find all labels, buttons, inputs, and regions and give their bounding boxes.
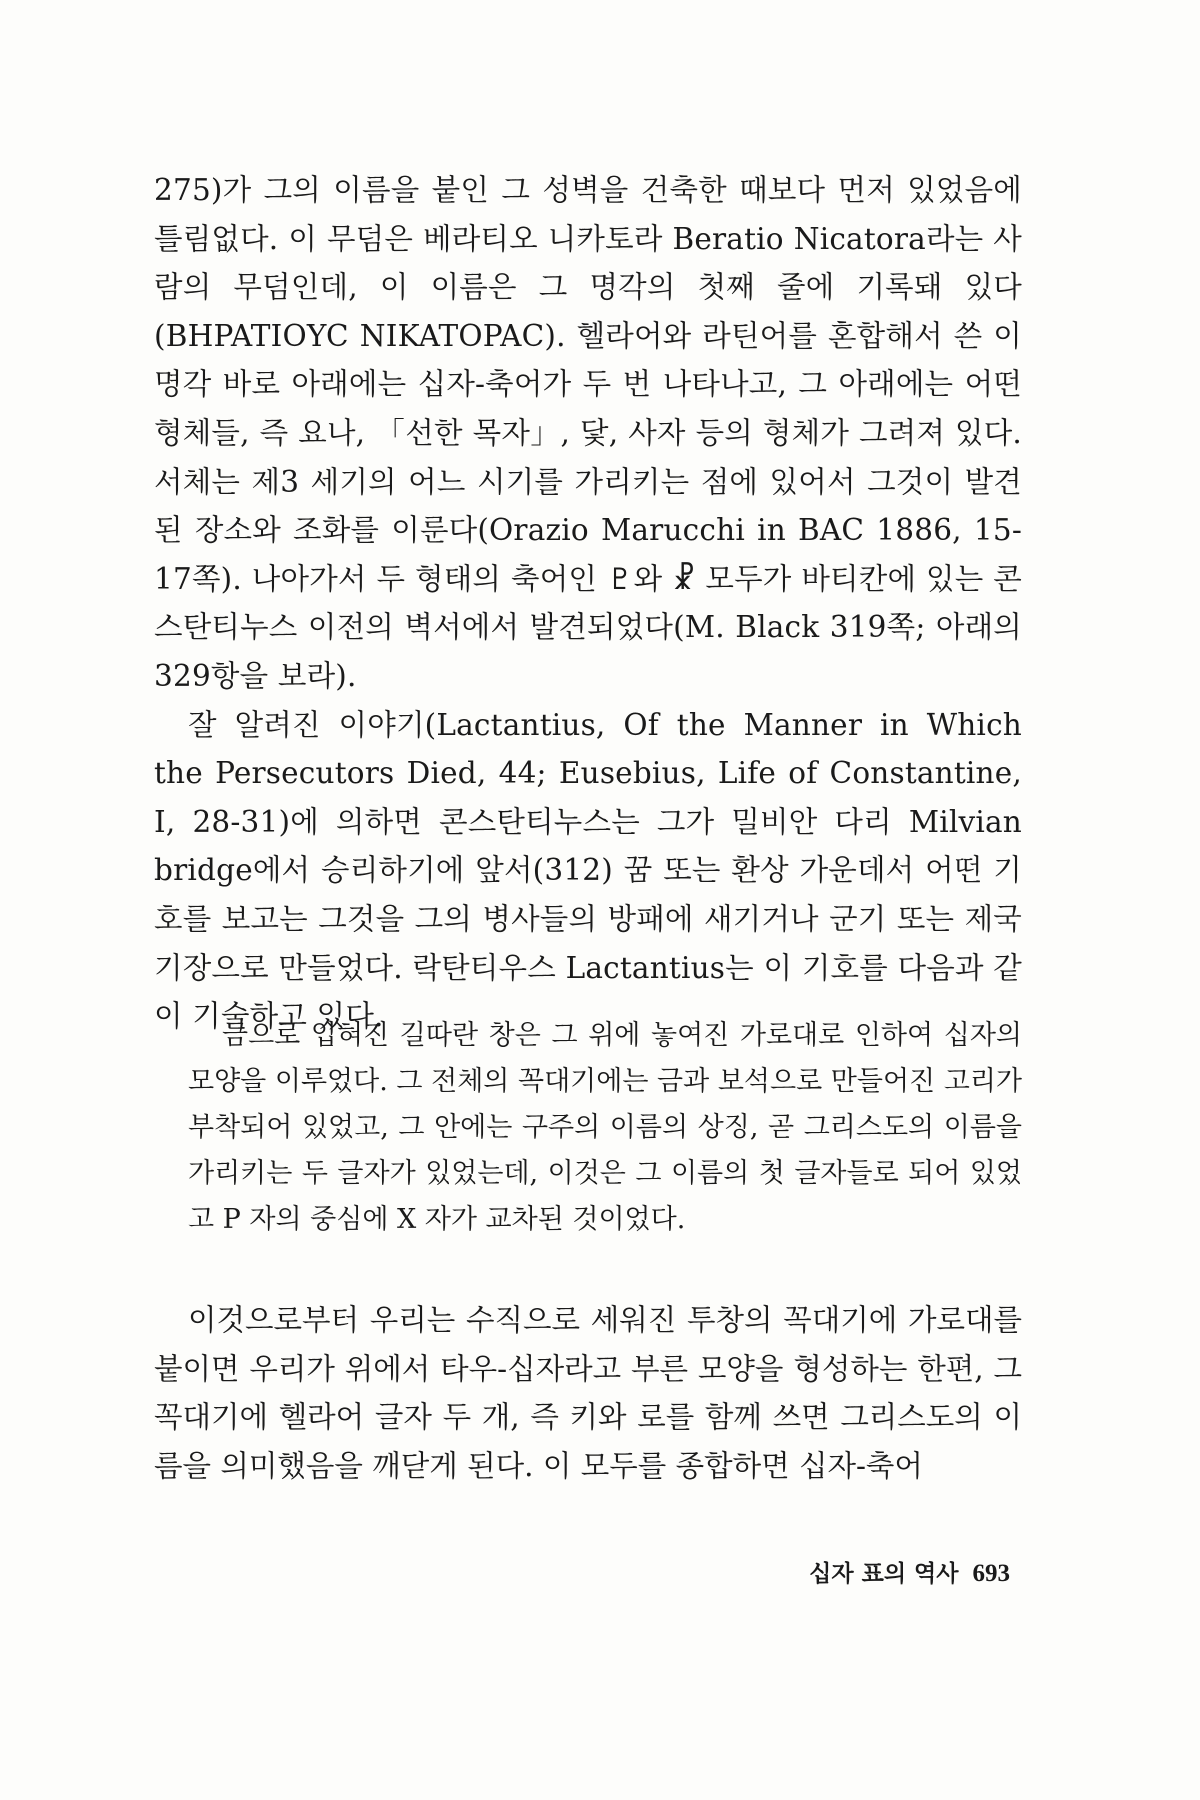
block-quote bbox=[188, 1013, 1022, 1243]
continuation-text bbox=[154, 1296, 1022, 1490]
paragraph-1: 275)가 그의 이름을 붙인 그 성벽을 건축한 때보다 먼저 있었음에 틀림없다. 이 무덤은 베라티오 니카토라 Beratio Nicatora라는 사람의 무덤인데, 이 이름은 그 명각의 첫째 줄에 기록돼 있다(BHPATIOYC NIKATOPAC). 헬라어와 라틴어를 혼합해서 쓴 이 명각 바로 아래에는 십자-축어가 두 번 나타나고, 그 아래에는 어떤 형체들, 즉 요나, 「선한 목자」, 닻, 사자 등의 형체가 그려져 있다. 서체는 제3 세기의 어느 시기를 가리키는 점에 있어서 그것이 발견된 장소와 조화를 이룬다(Orazio Marucchi in BAC 1886, 15-17쪽). 나아가서 두 형태의 축어인 ♇와 ☧ 모두가 바티칸에 있는 콘스탄티누스 이전의 벽서에서 발견되었다(M. Black 319쪽; 아래의 329항을 보라). bbox=[154, 173, 1022, 693]
page-footer bbox=[809, 1555, 1010, 1588]
main-text bbox=[154, 166, 1022, 1041]
paragraph-3: 이것으로부터 우리는 수직으로 세워진 투창의 꼭대기에 가로대를 붙이면 우리가 위에서 타우-십자라고 부른 모양을 형성하는 한편, 그 꼭대기에 헬라어 글자 두 개, 즉 키와 로를 함께 쓰면 그리스도의 이름을 의미했음을 깨닫게 된다. 이 모두를 종합하면 십자-축어 bbox=[154, 1303, 1022, 1483]
quote-paragraph: 금으로 입혀진 길따란 창은 그 위에 놓여진 가로대로 인하여 십자의 모양을 이루었다. 그 전체의 꼭대기에는 금과 보석으로 만들어진 고리가 부착되어 있었고, 그 안에는 구주의 이름의 상징, 곧 그리스도의 이름을 가리키는 두 글자가 있었는데, 이것은 그 이름의 첫 글자들로 되어 있었고 P 자의 중심에 X 자가 교차된 것이었다. bbox=[188, 1020, 1022, 1235]
paragraph-2: 잘 알려진 이야기(Lactantius, Of the Manner in Which the Persecutors Died, 44; Eusebius, Life of Constantine, I, 28-31)에 의하면 콘스탄티누스는 그가 밀비안 다리 Milvian bridge에서 승리하기에 앞서(312) 꿈 또는 환상 가운데서 어떤 기호를 보고는 그것을 그의 병사들의 방패에 새기거나 군기 또는 제국 기장으로 만들었다. 락탄티우스 Lactantius는 이 기호를 다음과 같이 기술하고 있다. bbox=[154, 707, 1022, 1034]
running-title: 십자 표의 역사 bbox=[809, 1561, 959, 1587]
page-number: 693 bbox=[972, 1560, 1010, 1587]
